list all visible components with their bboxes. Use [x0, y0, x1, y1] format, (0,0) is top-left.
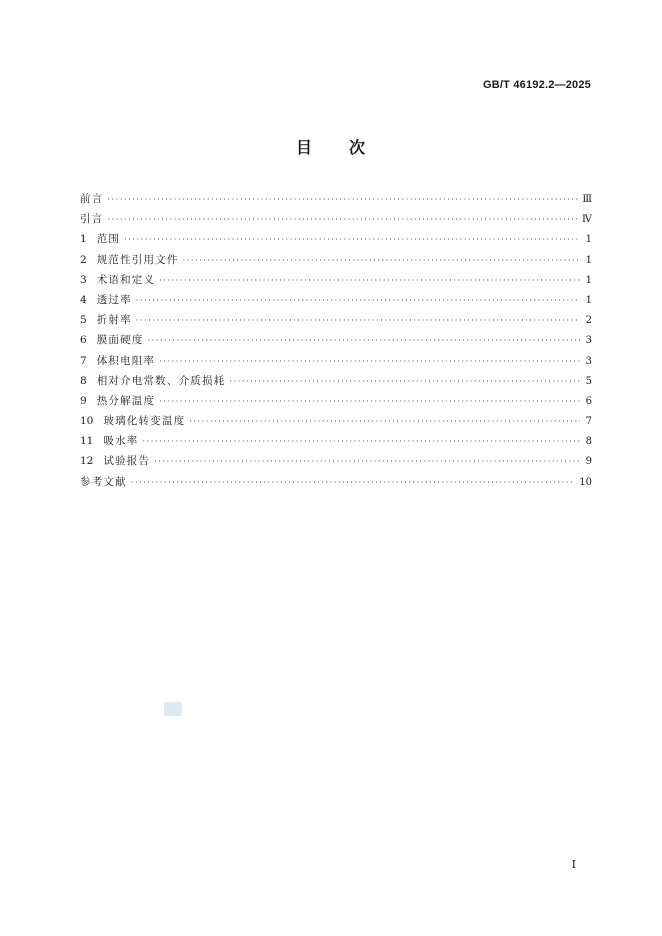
toc-entry-page: 10 — [579, 476, 592, 488]
toc-entry-number: 1 — [80, 233, 87, 246]
toc-entry-page: 1 — [585, 234, 592, 246]
toc-entry-page: Ⅲ — [582, 194, 592, 205]
toc-leader-dots — [229, 372, 580, 392]
toc-entry-12[interactable] — [80, 451, 592, 471]
toc-entry-label: 参考文献 — [80, 475, 127, 488]
standard-code: GB/T 46192.2—2025 — [483, 79, 591, 91]
toc-entry-8[interactable] — [80, 371, 592, 391]
toc-entry-9[interactable] — [80, 391, 592, 411]
toc-entry-foreword[interactable] — [80, 189, 592, 209]
watermark-logo-icon — [164, 702, 182, 716]
toc-entry-label: 吸水率 — [103, 435, 139, 448]
toc-entry-label: 引言 — [80, 213, 104, 226]
toc-entry-page: 6 — [585, 395, 592, 407]
toc-entry-label: 热分解温度 — [96, 394, 156, 407]
toc-entry-page: 9 — [585, 456, 592, 468]
toc-leader-dots — [107, 210, 578, 230]
toc-entry-2[interactable] — [80, 250, 592, 270]
toc-entry-page: 5 — [585, 375, 592, 387]
toc-entry-label: 前言 — [80, 193, 104, 205]
toc-leader-dots — [148, 331, 581, 351]
toc-entry-label: 术语和定义 — [96, 273, 156, 286]
toc-entry-label: 规范性引用文件 — [96, 253, 179, 266]
toc-entry-number: 12 — [80, 455, 94, 468]
title-char-2: 次 — [349, 138, 367, 157]
toc-entry-page: 3 — [585, 355, 592, 367]
toc-entry-label: 体积电阻率 — [96, 354, 156, 367]
toc-entry-label: 透过率 — [96, 293, 132, 306]
toc-entry-page: 8 — [585, 436, 592, 448]
toc-entry-number: 11 — [80, 435, 94, 448]
toc-entry-number: 6 — [80, 334, 87, 347]
toc-leader-dots — [136, 291, 580, 311]
page-title — [0, 135, 662, 158]
toc-leader-dots — [131, 473, 575, 493]
toc-entry-page: 1 — [585, 254, 592, 266]
toc-entry-11[interactable] — [80, 431, 592, 451]
toc-entry-page: 3 — [585, 335, 592, 347]
toc-entry-10[interactable] — [80, 411, 592, 431]
page-number: Ⅰ — [571, 858, 576, 871]
toc-entry-number: 2 — [80, 253, 87, 266]
toc-entry-1[interactable] — [80, 229, 592, 249]
toc-entry-page: 1 — [585, 274, 592, 286]
toc-leader-dots — [154, 452, 580, 472]
toc-leader-dots — [183, 251, 580, 271]
toc-leader-dots — [142, 432, 580, 452]
toc-entry-number: 4 — [80, 293, 87, 306]
toc-leader-dots — [159, 392, 580, 412]
toc-entry-label: 膜面硬度 — [96, 334, 144, 347]
toc-entry-label: 试验报告 — [103, 455, 151, 468]
table-of-contents — [80, 189, 592, 492]
toc-entry-number: 3 — [80, 273, 87, 286]
toc-entry-6[interactable] — [80, 330, 592, 350]
toc-entry-3[interactable] — [80, 270, 592, 290]
toc-entry-number: 9 — [80, 394, 87, 407]
toc-entry-number: 8 — [80, 374, 87, 387]
toc-entry-5[interactable] — [80, 310, 592, 330]
toc-entry-page: 7 — [585, 416, 592, 428]
toc-entry-4[interactable] — [80, 290, 592, 310]
toc-leader-dots — [124, 230, 580, 250]
toc-entry-7[interactable] — [80, 351, 592, 371]
toc-entry-page: 1 — [585, 294, 592, 306]
toc-leader-dots — [159, 352, 580, 372]
toc-entry-page: Ⅳ — [582, 214, 592, 226]
toc-entry-number: 7 — [80, 354, 87, 367]
toc-entry-number: 5 — [80, 314, 87, 327]
toc-entry-label: 范围 — [96, 233, 121, 246]
toc-leader-dots — [107, 190, 578, 210]
toc-entry-page: 2 — [585, 315, 592, 327]
toc-entry-label: 折射率 — [96, 314, 132, 327]
title-char-1: 目 — [295, 138, 313, 157]
toc-entry-label: 相对介电常数、介质损耗 — [96, 374, 226, 387]
toc-leader-dots — [136, 311, 580, 331]
toc-leader-dots — [189, 412, 580, 432]
toc-entry-number: 10 — [80, 415, 94, 428]
toc-entry-bibliography[interactable] — [80, 472, 592, 492]
toc-entry-label: 玻璃化转变温度 — [103, 415, 186, 428]
toc-entry-introduction[interactable] — [80, 209, 592, 229]
toc-leader-dots — [159, 271, 580, 291]
